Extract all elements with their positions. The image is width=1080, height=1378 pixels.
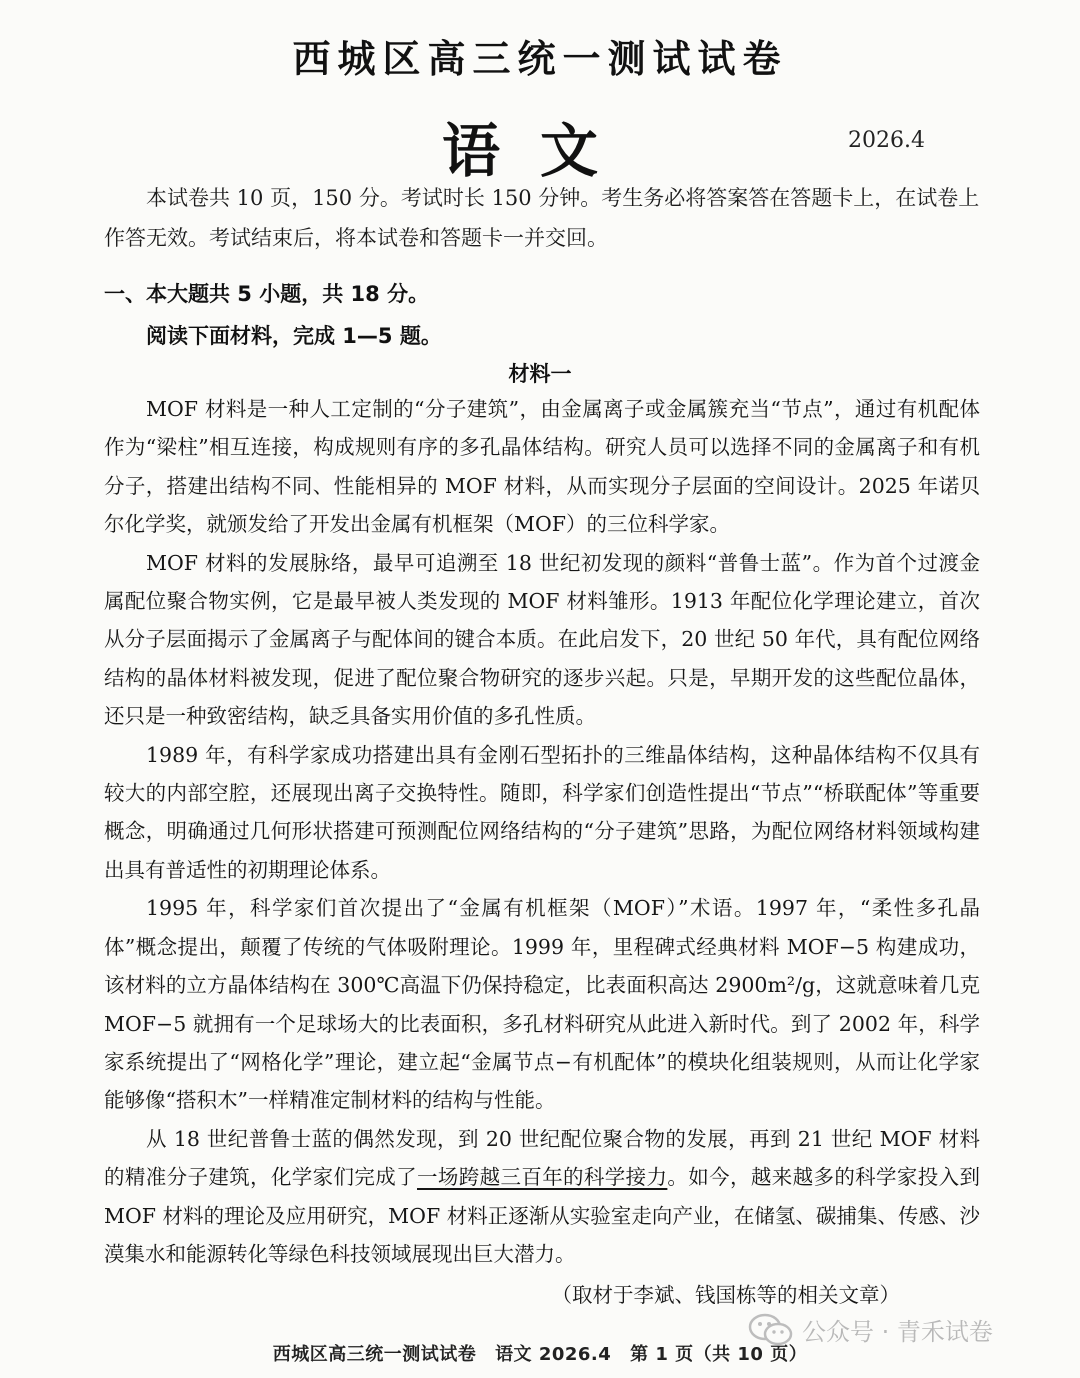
- paragraph-1: MOF 材料是一种人工定制的“分子建筑”，由金属离子或金属簇充当“节点”，通过有机配体作为“梁柱”相互连接，构成规则有序的多孔晶体结构。研究人员可以选择不同的金属离子和有机分子，搭建出结构不同、性能相异的 MOF 材料，从而实现分子层面的空间设计。2025 年诺贝尔化学奖，就颁发给了开发出金属有机框架（MOF）的三位科学家。: [104, 397, 980, 537]
- reading-instruction: 阅读下面材料，完成 1—5 题。: [146, 324, 442, 348]
- footer-subject-date: 语文 2026.4: [495, 1344, 612, 1365]
- page-footer: [0, 1340, 1080, 1366]
- watermark-text: 公众号 · 青禾试卷: [802, 1318, 993, 1346]
- paragraph-5-end: 。如今，越来越多的科学家投入到 MOF 材料的理论及应用研究，MOF 材料正逐渐从实验室走向产业，在储氢、碳捕集、传感、沙漠集水和能源转化等绿色科技领域展现出巨大潜力。: [104, 1165, 981, 1266]
- paragraph-5-start: 从 18 世纪普鲁士蓝的偶然发现，到 20 世纪配位聚合物的发展，再到 21 世纪 MOF 材料的精准分子建筑，化学家们完成了: [104, 1126, 980, 1190]
- exam-instructions: 本试卷共 10 页，150 分。考试时长 150 分钟。考生务必将答案答在答题卡上，在试卷上作答无效。考试结束后，将本试卷和答题卡一并交回。: [104, 186, 980, 250]
- paragraph-3: 1989 年，有科学家成功搭建出具有金刚石型拓扑的三维晶体结构，这种晶体结构不仅具有较大的内部空腔，还展现出离子交换特性。随即，科学家们创造性提出“节点”“桥联配体”等重要概念，明确通过几何形状搭建可预测配位网络结构的“分子建筑”思路，为配位网络材料领域构建出具有普适性的初期理论体系。: [104, 742, 980, 882]
- subject-title: 语文: [441, 117, 638, 185]
- paragraph-2: MOF 材料的发展脉络，最早可追溯至 18 世纪初发现的颜料“普鲁士蓝”。作为首个过渡金属配位聚合物实例，它是最早被人类发现的 MOF 材料雏形。1913 年配位化学理论建立，首次从分子层面揭示了金属离子与配体间的键合本质。在此启发下，20 世纪 50 年代，具有配位网络结构的晶体材料被发现，促进了配位聚合物研究的逐步兴起。只是，早期开发的这些配位晶体，还只是一种致密结构，缺乏具备实用价值的多孔性质。: [104, 550, 980, 729]
- underlined-phrase: 一场跨越三百年的科学接力: [417, 1165, 668, 1190]
- source-citation: （取材于李斌、钱国栋等的相关文章）: [551, 1283, 900, 1307]
- exam-date: 2026.4: [848, 128, 925, 153]
- footer-page-number: 第 1 页（共 10 页）: [630, 1344, 808, 1365]
- material-body: [104, 390, 980, 1273]
- exam-title: 西城区高三统一测试试卷: [292, 37, 788, 81]
- section-heading: 一、本大题共 5 小题，共 18 分。: [104, 282, 430, 306]
- paragraph-5: [104, 1120, 980, 1274]
- material-title: 材料一: [508, 362, 572, 386]
- paragraph-4: 1995 年，科学家们首次提出了“金属有机框架（MOF）”术语。1997 年，“柔性多孔晶体”概念提出，颠覆了传统的气体吸附理论。1999 年，里程碑式经典材料 MOF−5 构建成功，该材料的立方晶体结构在 300℃高温下仍保持稳定，比表面积高达 2900m²/g，这就意味着几克 MOF−5 就拥有一个足球场大的比表面积，多孔材料研究从此进入新时代。到了 2002 年，科学家系统提出了“网格化学”理论，建立起“金属节点−有机配体”的模块化组装规则，从而让化学家能够像“搭积木”一样精准定制材料的结构与性能。: [104, 896, 980, 1113]
- footer-exam: 西城区高三统一测试试卷: [272, 1344, 477, 1365]
